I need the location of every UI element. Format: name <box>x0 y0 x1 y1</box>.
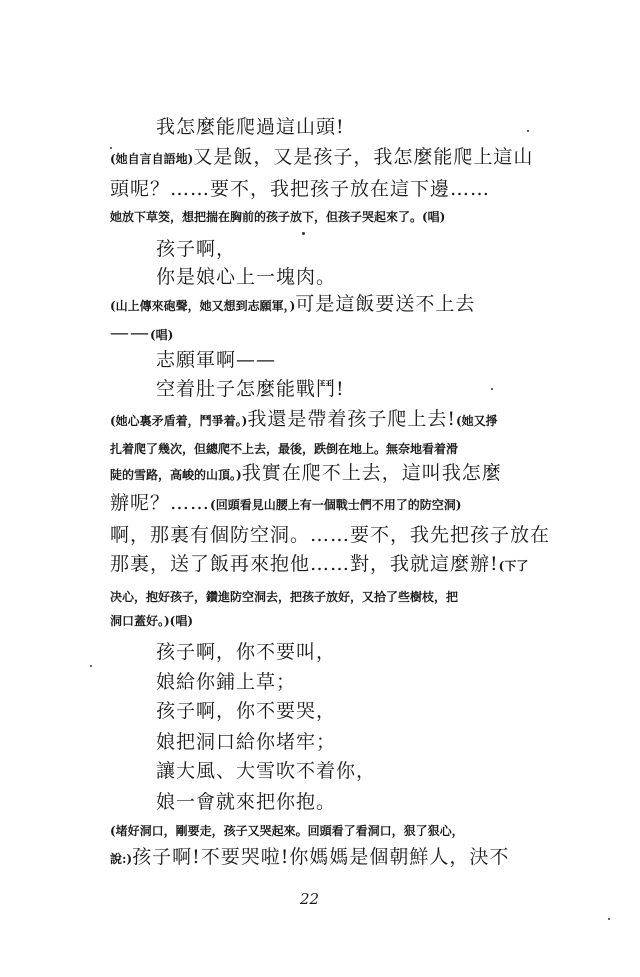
dialogue-line: 你是娘心上一塊肉。 <box>156 266 337 288</box>
stage-direction-line: 决心，抱好孩子，鑽進防空洞去，把孩子放好，又拾了些樹枝，把 <box>110 590 459 604</box>
text-line <box>110 848 509 867</box>
stage-direction: (她心裏矛盾着，鬥爭着。) <box>110 414 248 428</box>
dialogue-line: 空着肚子怎麼能戰鬥! <box>156 378 345 400</box>
dialogue-line: 孩子啊，你不要叫， <box>156 641 337 663</box>
dialogue-line: 孩子啊， <box>156 238 237 260</box>
dialogue-text: 可是這飯要送不上去 <box>295 293 476 315</box>
text-line <box>110 324 173 343</box>
text-line <box>110 464 502 483</box>
dialogue-line: 孩子啊，你不要哭， <box>156 700 337 722</box>
dialogue-line: 娘把洞口給你堵牢； <box>156 731 337 753</box>
dialogue-line: 志願軍啊—— <box>156 349 277 371</box>
stage-direction: (唱) <box>150 328 174 342</box>
dialogue-line: 頭呢？……要不，我把孩子放在這下邊…… <box>110 178 491 200</box>
scan-speck <box>90 665 92 667</box>
text-line <box>110 295 475 314</box>
text-line <box>110 494 461 513</box>
stage-direction: (回頭看見山腰上有一個戰士們不用了的防空洞) <box>210 498 462 512</box>
dialogue-line: 讓大風、大雪吹不着你， <box>156 760 377 782</box>
dialogue-line: 娘一會就來把你抱。 <box>156 791 337 813</box>
dialogue-text: 辦呢？…… <box>110 492 211 514</box>
stage-direction-line: 扎着爬了幾次，但總爬不上去，最後，跌倒在地上。無奈地看着滑 <box>110 442 459 456</box>
scan-speck <box>491 388 493 390</box>
dialogue-text: 那裏，送了飯再來抱他……對，我就這麼辦! <box>110 553 499 575</box>
scan-speck <box>608 918 610 920</box>
scan-speck <box>527 130 529 132</box>
scan-speck <box>110 147 112 149</box>
dialogue-text: —— <box>110 322 150 344</box>
stage-direction: (山上傳來砲聲，她又想到志願軍，) <box>110 299 296 313</box>
stage-direction: (她又掙 <box>456 414 498 428</box>
dialogue-text: 孩子啊!不要哭啦!你媽媽是個朝鮮人，決不 <box>132 846 510 868</box>
stage-direction-line: 她放下草筊，想把揣在胸前的孩子放下，但孩子哭起來了。(唱) <box>110 210 446 224</box>
dialogue-line: 我怎麼能爬過這山頭! <box>156 116 345 138</box>
dialogue-text: 我還是帶着孩子爬上去! <box>247 408 456 430</box>
text-line <box>110 555 528 574</box>
stage-direction: (下了 <box>498 559 529 573</box>
dialogue-line: 啊，那裏有個防空洞。……要不，我先把孩子放在 <box>110 524 551 546</box>
stage-direction: (她自言自語地) <box>110 152 194 166</box>
scan-speck <box>302 232 305 235</box>
dialogue-line: 娘給你鋪上草； <box>156 671 297 693</box>
text-line <box>110 410 498 429</box>
text-line <box>110 148 533 167</box>
stage-direction-line: 洞口蓋好。)(唱) <box>110 614 194 628</box>
stage-direction: 說:) <box>110 852 133 866</box>
stage-direction-line: (堵好洞口，剛要走，孩子又哭起來。回頭看了看洞口，狠了狠心， <box>110 824 464 838</box>
dialogue-text: 我實在爬不上去，這叫我怎麼 <box>241 462 502 484</box>
page-number: 22 <box>300 890 320 908</box>
stage-direction: 陡的雪路，高峻的山頂。) <box>110 468 242 482</box>
dialogue-text: 又是飯，又是孩子，我怎麼能爬上這山 <box>193 146 534 168</box>
